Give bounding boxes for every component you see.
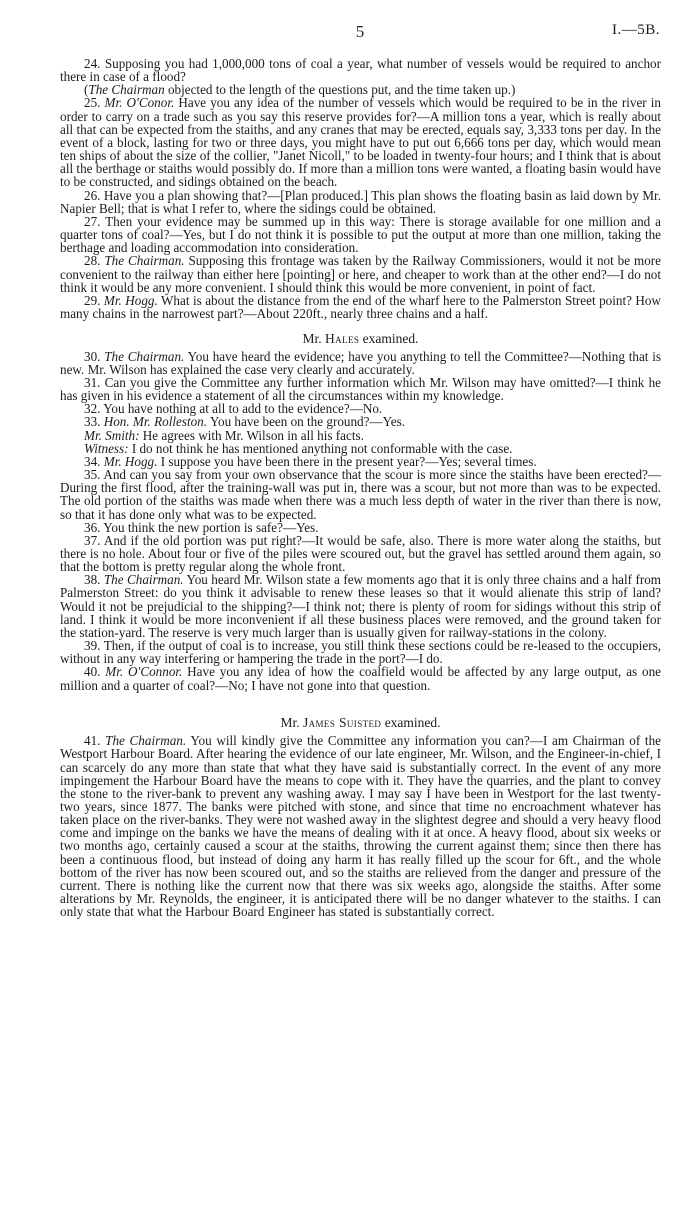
paragraph-text: What is about the distance from the end of the wharf here to the Palmerston Street point? How many chains in the narrowest part?—About 220ft., nearly three chains and a half. [60, 292, 661, 321]
question-number: 34. [84, 453, 101, 469]
evidence-paragraph [60, 215, 661, 254]
question-number: 30. [84, 348, 101, 364]
evidence-paragraph [60, 665, 661, 691]
section-heading-hales [60, 332, 661, 346]
speaker-name: Mr. Hogg. [103, 453, 158, 469]
heading-name: Hales [325, 331, 360, 347]
page-header [60, 22, 660, 44]
question-number: 37. [84, 532, 101, 548]
paragraph-text: Can you give the Committee any further information which Mr. Wilson may have omitted?—I think he has given in his evidence a statement of all the circumstances within my knowledge. [60, 374, 661, 404]
evidence-paragraph [60, 573, 661, 639]
evidence-block-suisted [60, 734, 661, 918]
document-reference: I.—5B. [612, 22, 660, 38]
evidence-block-wilson [60, 57, 661, 320]
evidence-paragraph [60, 96, 661, 188]
paragraph-text: Then, if the output of coal is to increase, you still think these sections could be re-leased to the occupiers, without in any way interfering or hampering the trade in the port?—I do. [60, 638, 661, 667]
speaker-name: Hon. Mr. Rolleston. [103, 414, 208, 430]
question-number: 41. [84, 733, 101, 749]
evidence-paragraph [60, 468, 661, 521]
evidence-paragraph [60, 350, 661, 376]
paragraph-text: Have you any idea of how the coalfield would be affected by any large output, as one million and a quarter of coal?—No; I have not gone into that question. [60, 664, 661, 693]
heading-suffix: examined. [359, 331, 419, 347]
speaker-name: The Chairman. [104, 348, 185, 364]
paragraph-text: You think the new portion is safe?—Yes. [103, 519, 319, 535]
speaker-name: Mr. O'Connor. [105, 664, 183, 680]
evidence-paragraph [60, 639, 661, 665]
question-number: 29. [84, 292, 101, 308]
paragraph-text: You will kindly give the Committee any information you can?—I am Chairman of the Westport Harbour Board. After hearing the evidence of our late engineer, Mr. Wilson, and the Engineer-in-chief, I can scarcely do any more than state that what they have said is substantially correct. In the event of any more impingement the Harbour Board have the means to cope with it. They have the quarries, and the plant to convey the stone to the river-bank to prevent any washing away. I may say I have been in Westport for the last twenty-two years, since 1877. The banks were pitched with stone, and since that time no encroachment whatever has taken place on the river-banks. They were not washed away in the slightest degree and should a very heavy flood come and impinge on the banks we have the means of dealing with it at once. A heavy flood, about six weeks or two months ago, certainly caused a scour at the staiths, throwing the current against them; since then there has been a continuous flood, but instead of doing any harm it has really filled up the scour for 6ft., and the whole bottom of the river has now been scoured out, and so the staiths are relieved from the danger and pressure of the current. There is nothing like the current now that there was six weeks ago, alongside the staiths. After some alterations by Mr. Reynolds, the engineer, it is anticipated there will be no danger whatever to the staiths. I can only state that what the Harbour Board Engineer has stated is substantially correct. [60, 733, 661, 920]
speaker-name: Witness: [84, 440, 129, 456]
paragraph-text: You heard Mr. Wilson state a few moments ago that it is only three chains and a half from Palmerston Street: do you think it advisable to renew these leases so that it would alienate this strip of land? Would it not be prejudicial to the shipping?—I think not; there is plenty of room for sidings without this strip of land. I think it would be more inconvenient if all these business places were removed, and the ground taken for the station-yard. The reserve is very much larger than is usually given for railway-stations in the colony. [60, 572, 662, 640]
speaker-name: Mr. Hogg. [103, 292, 158, 308]
question-number: 24. [84, 56, 101, 71]
evidence-paragraph [60, 294, 661, 320]
paragraph-text: Have you a plan showing that?—[Plan produced.] This plan shows the floating basin as laid down by Mr. Napier Bell; that is what I refer to, where the sidings could be obtained. [60, 187, 661, 216]
heading-suffix: examined. [381, 714, 441, 730]
page-number: 5 [355, 22, 365, 41]
speaker-name: Mr. Smith: [84, 427, 140, 443]
evidence-paragraph [60, 57, 661, 83]
paragraph-text: And if the old portion was put right?—It would be safe, also. There is more water along the staiths, but there is no hole. About four or five of the piles were scoured out, but the gravel has settled around them again, so that the bottom is pretty regular along the whole front. [60, 532, 662, 575]
evidence-block-hales [60, 350, 661, 692]
speaker-name: The Chairman. [103, 572, 184, 588]
question-number: 25. [84, 95, 101, 111]
paragraph-text: You have been on the ground?—Yes. [207, 414, 405, 430]
question-number: 31. [84, 374, 101, 390]
question-number: 26. [84, 187, 101, 203]
question-number: 38. [84, 572, 101, 588]
speaker-name: Mr. O'Conor. [104, 95, 175, 111]
question-number: 35. [84, 467, 101, 483]
question-number: 33. [84, 414, 101, 430]
paragraph-text: Supposing this frontage was taken by the Railway Commissioners, would it not be more convenient to the railway than either here [pointing] or here, and cheaper to work than at the other end?—I do not think it would be any more convenient. I should think this would be more convenient, in point of fact. [60, 253, 661, 295]
question-number: 39. [84, 638, 101, 654]
paragraph-text: You have heard the evidence; have you anything to tell the Committee?—Nothing that is new. Mr. Wilson has explained the case very clearly and accurately. [60, 348, 661, 377]
paragraph-text: I do not think he has mentioned anything not conformable with the case. [128, 440, 513, 456]
paragraph-text: And can you say from your own observance that the scour is more since the staiths have been erected?—During the first flood, after the training-wall was put in, there was a scour, but not more than was to be expected. The old portion of the staiths was made when there was a much less depth of water in the river than there is now, so that it has done only what was to be expected. [60, 467, 661, 522]
speaker-name: The Chairman. [104, 253, 185, 269]
heading-prefix: Mr. [302, 331, 326, 347]
paragraph-text: I suppose you have been there in the present year?—Yes; several times. [157, 453, 537, 469]
speaker-name: The Chairman [88, 82, 165, 98]
evidence-paragraph: (The Chairman objected to the length of the questions put, and the time taken up.) [84, 82, 516, 98]
paragraph-text: He agrees with Mr. Wilson in all his facts. [139, 427, 364, 443]
paragraph-text: Then your evidence may be summed up in this way: There is storage available for one million and a quarter tons of coal?—Yes, but I do not think it is possible to put the output at more than one million, taking the berthage and loading accommodation into consideration. [60, 213, 661, 256]
paragraph-text: Supposing you had 1,000,000 tons of coal a year, what number of vessels would be required to anchor there in case of a flood? [60, 56, 661, 85]
evidence-paragraph [60, 254, 661, 293]
paragraph-text: objected to the length of the questions put, and the time taken up.) [164, 82, 516, 98]
question-number: 27. [84, 213, 101, 229]
heading-prefix: Mr. [280, 714, 303, 730]
evidence-paragraph [60, 376, 661, 402]
question-number: 36. [84, 519, 101, 535]
paragraph-text: Have you any idea of the number of vessels which would be required to be in the river in order to carry on a trade such as you say this reserve provides for?—A million tons a year, which is really about all that can be expected from the staiths, and any cranes that may be erected, equals say, 3,333 tons per day. In the event of a block, lasting for two or three days, you might have to put out 6,666 tons per day, which would mean ten ships of about the size of the collier, "Janet Nicoll," to be loaded in twenty-four hours; and I think that is about all the berthage or staiths would possibly do. If more than a million tons were wanted, a floating basin would have to be constructed, and sidings obtained on the beach. [60, 95, 661, 190]
section-heading-suisted [60, 716, 661, 730]
question-number: 28. [84, 253, 101, 269]
page-body [60, 57, 661, 918]
question-number: 40. [84, 664, 101, 680]
evidence-paragraph [60, 189, 661, 215]
heading-name: James Suisted [302, 714, 382, 730]
question-number: 32. [84, 401, 101, 417]
speaker-name: The Chairman. [105, 733, 187, 749]
paragraph-text: You have nothing at all to add to the evidence?—No. [103, 401, 383, 417]
evidence-paragraph [60, 734, 661, 918]
evidence-paragraph [60, 534, 661, 573]
